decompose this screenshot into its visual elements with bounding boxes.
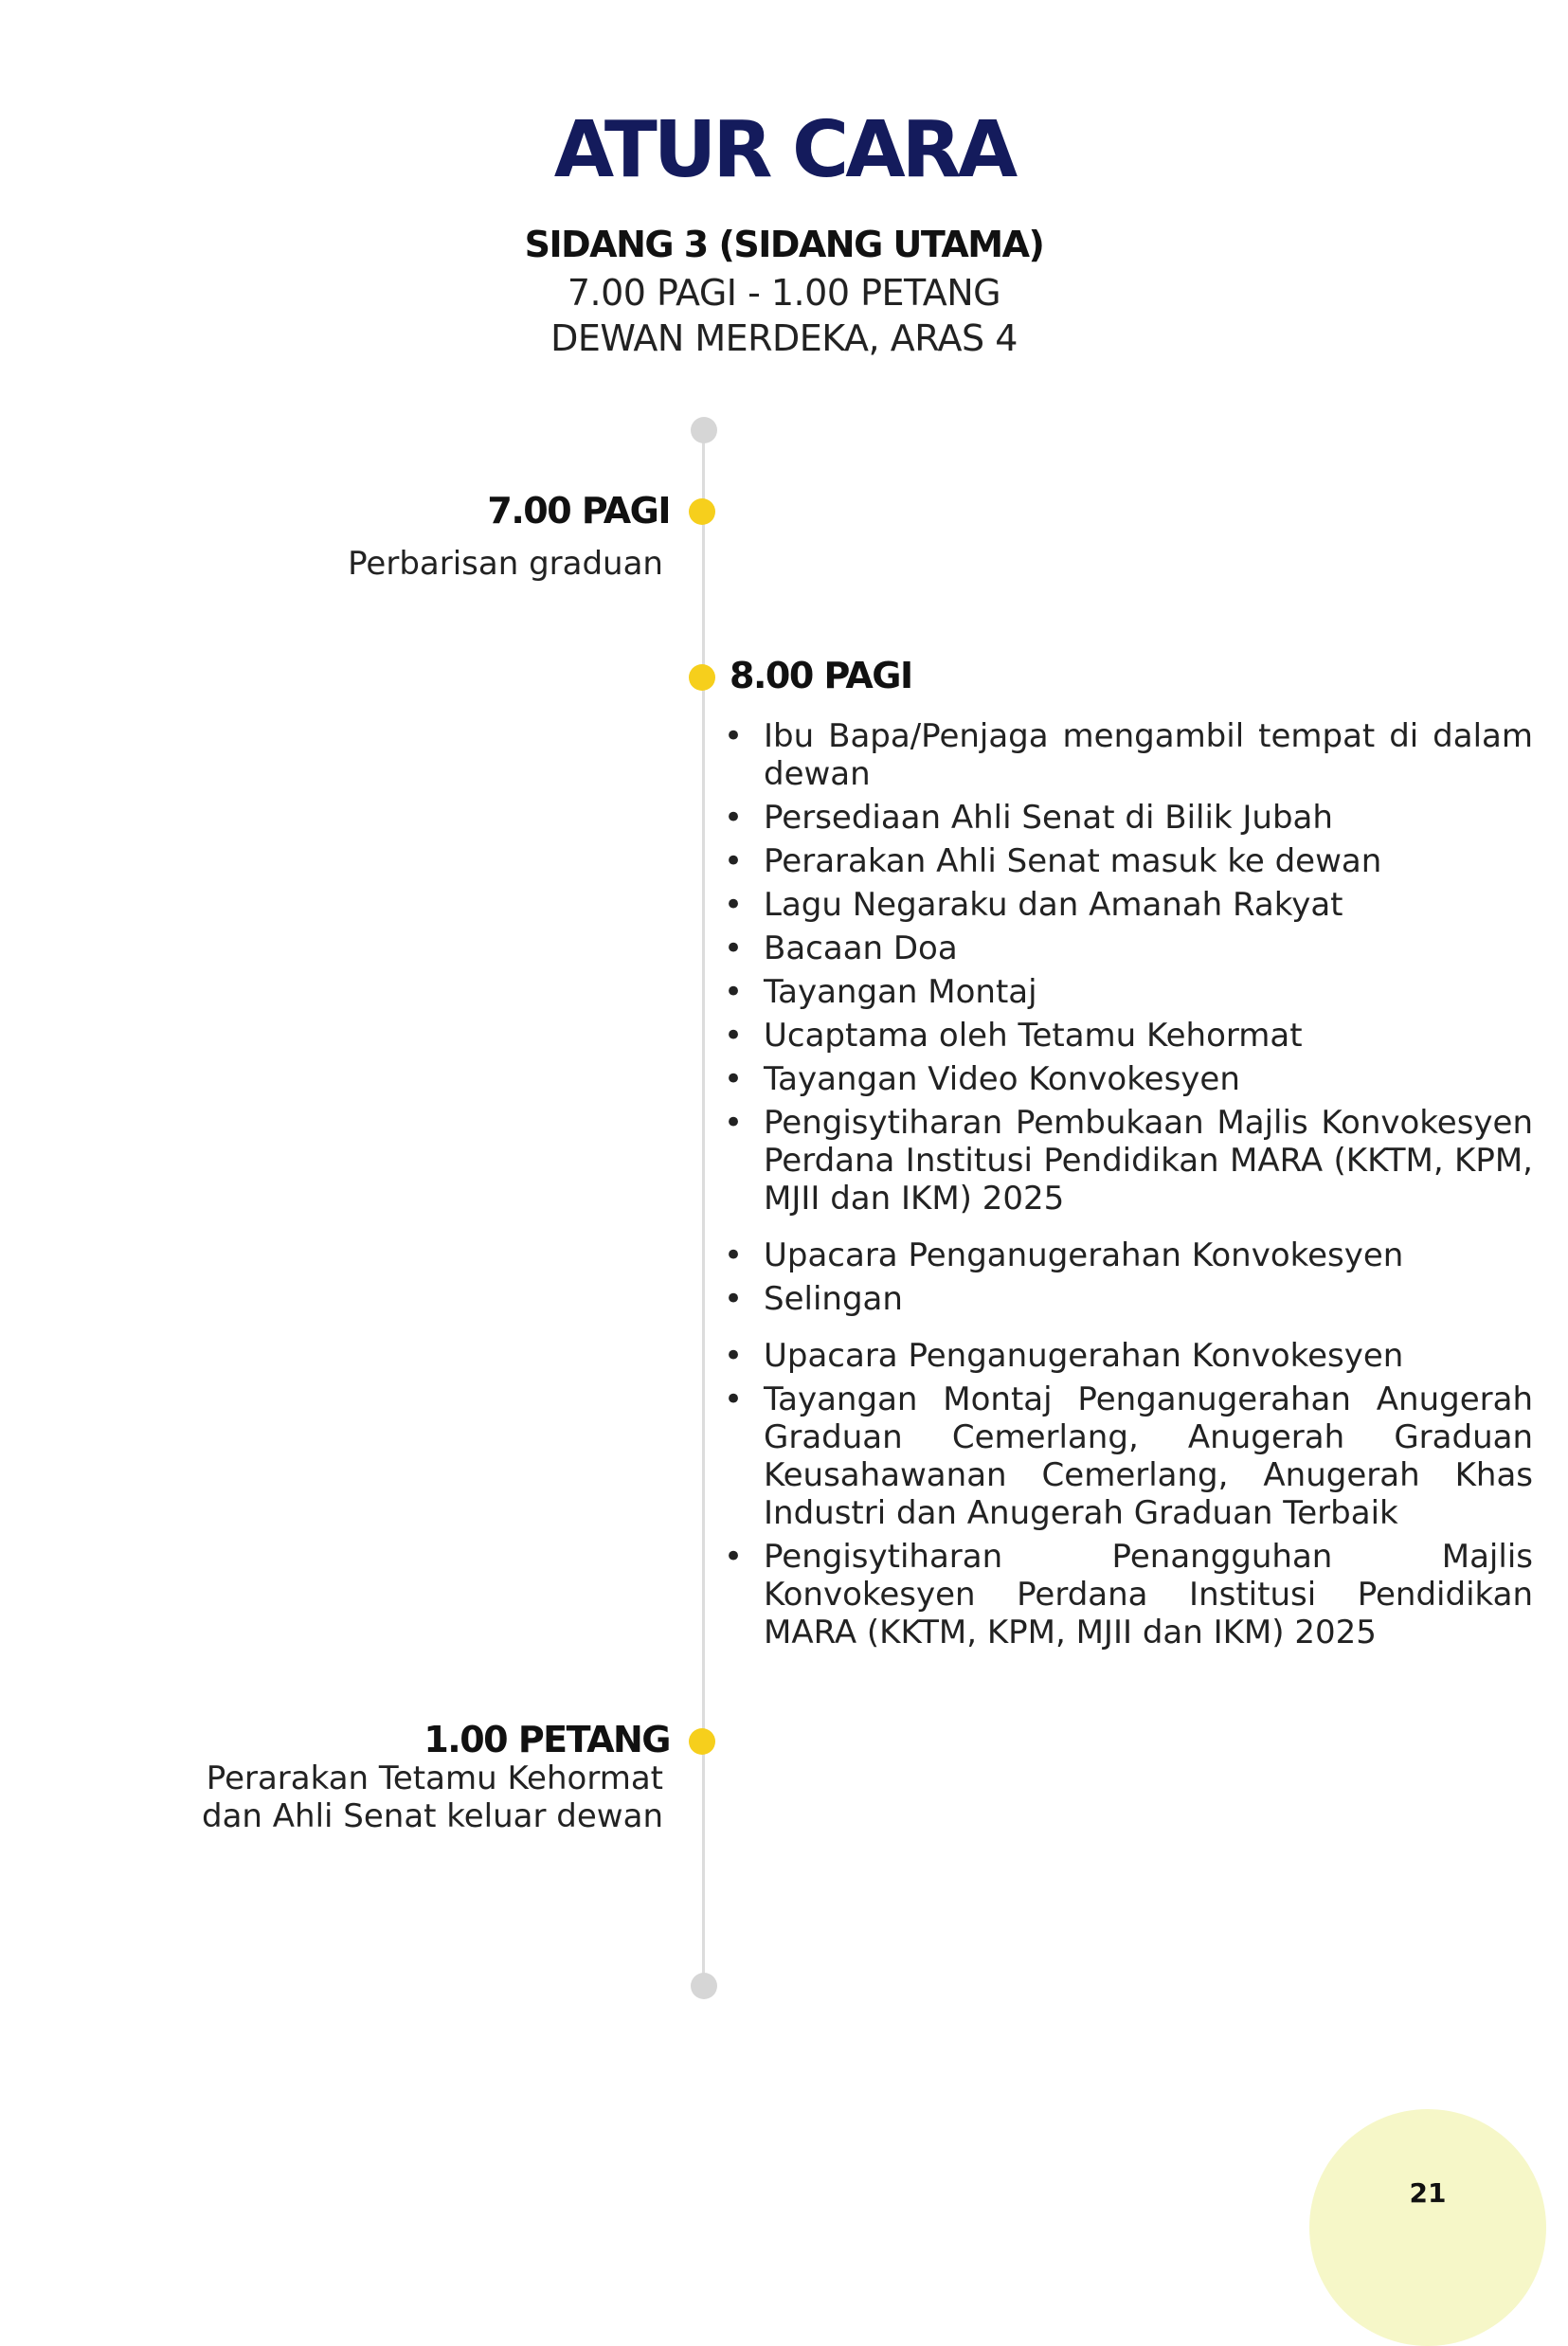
agenda-item: • Lagu Negaraku dan Amanah Rakyat	[724, 886, 1343, 924]
agenda-item: • Upacara Penganugerahan Konvokesyen	[724, 1337, 1404, 1375]
timeline-dot-7am	[689, 498, 715, 525]
agenda-list	[724, 717, 1533, 1657]
event-time-8am: 8.00 PAGI	[730, 655, 912, 696]
bullet-icon: •	[724, 1538, 744, 1576]
bullet-icon: •	[724, 799, 744, 837]
event-description-1pm	[202, 1760, 663, 1835]
agenda-item: • Pengisytiharan Penangguhan Majlis Konvokesyen Perdana Institusi Pendidikan MARA (KKTM, KPM, MJII dan IKM) 2025	[724, 1538, 1533, 1651]
agenda-item: • Persediaan Ahli Senat di Bilik Jubah	[724, 799, 1333, 837]
agenda-item: • Ibu Bapa/Penjaga mengambil tempat di dalam dewan	[724, 717, 1533, 793]
bullet-icon: •	[724, 1060, 744, 1098]
session-venue: DEWAN MERDEKA, ARAS 4	[550, 317, 1018, 359]
agenda-item: • Perarakan Ahli Senat masuk ke dewan	[724, 842, 1382, 880]
bullet-icon: •	[724, 886, 744, 924]
bullet-icon: •	[724, 1017, 744, 1055]
bullet-icon: •	[724, 1236, 744, 1274]
session-name: SIDANG 3 (SIDANG UTAMA)	[524, 224, 1044, 265]
event-time-1pm: 1.00 PETANG	[424, 1719, 670, 1760]
agenda-item: • Selingan	[724, 1280, 903, 1318]
agenda-item: • Tayangan Montaj Penganugerahan Anugerah Graduan Cemerlang, Anugerah Graduan Keusahawanan Cemerlang, Anugerah Khas Industri dan Anugerah Graduan Terbaik	[724, 1381, 1533, 1532]
agenda-item: • Tayangan Montaj	[724, 973, 1037, 1011]
session-time-range: 7.00 PAGI - 1.00 PETANG	[567, 272, 1001, 314]
timeline-dot-1pm	[689, 1728, 715, 1755]
event-description-line: dan Ahli Senat keluar dewan	[201, 1797, 663, 1835]
bullet-icon: •	[724, 1381, 744, 1418]
event-description-7am: Perbarisan graduan	[348, 545, 663, 583]
bullet-icon: •	[724, 717, 744, 755]
agenda-item: • Upacara Penganugerahan Konvokesyen	[724, 1236, 1404, 1274]
bullet-icon: •	[724, 1337, 744, 1375]
timeline-end-dot	[691, 1973, 717, 1999]
bullet-icon: •	[724, 1104, 744, 1142]
bullet-icon: •	[724, 842, 744, 880]
page-title: ATUR CARA	[553, 105, 1015, 195]
timeline-start-dot	[691, 417, 717, 443]
bullet-icon: •	[724, 973, 744, 1011]
agenda-item: • Tayangan Video Konvokesyen	[724, 1060, 1240, 1098]
agenda-item: • Bacaan Doa	[724, 929, 958, 967]
timeline-dot-8am	[689, 664, 715, 691]
page-number: 21	[1409, 2177, 1447, 2209]
event-description-line: Perarakan Tetamu Kehormat	[206, 1760, 663, 1797]
bullet-icon: •	[724, 929, 744, 967]
agenda-item: • Pengisytiharan Pembukaan Majlis Konvokesyen Perdana Institusi Pendidikan MARA (KKTM, KPM, MJII dan IKM) 2025	[724, 1104, 1533, 1218]
bullet-icon: •	[724, 1280, 744, 1318]
agenda-item: • Ucaptama oleh Tetamu Kehormat	[724, 1017, 1303, 1055]
event-time-7am: 7.00 PAGI	[487, 490, 670, 532]
page-number-circle	[1309, 2109, 1546, 2346]
